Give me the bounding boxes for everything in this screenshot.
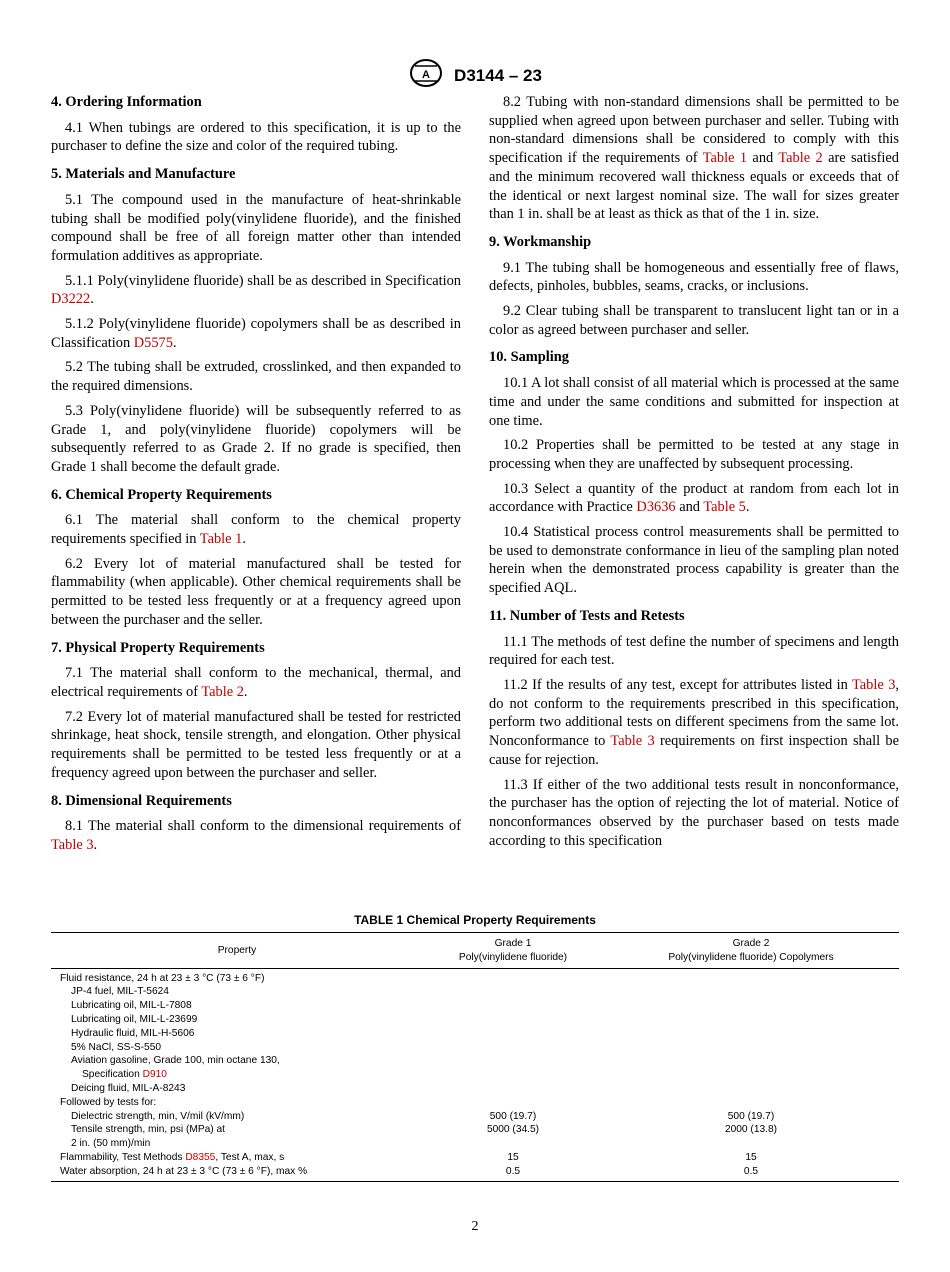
text-run: 10.2 Properties shall be permitted to be tested at any stage in processing when they are unaffected by subsequent processing. (489, 437, 899, 472)
section-heading: 9. Workmanship (489, 233, 592, 250)
table-header-row (51, 933, 899, 969)
paragraph (51, 555, 461, 630)
table-row (51, 1137, 899, 1151)
grade2-value (603, 1013, 899, 1027)
grade1-value (423, 1068, 603, 1082)
table-row (51, 1027, 899, 1041)
paragraph (489, 480, 899, 517)
grade1-value (423, 968, 603, 985)
section (51, 93, 461, 156)
text-run: Deicing fluid, MIL-A-8243 (71, 1082, 186, 1094)
paragraph (51, 191, 461, 266)
paragraph (489, 436, 899, 473)
reference-link[interactable]: Table 3 (51, 836, 94, 853)
text-run: , do not conform to the requirements prescribed in this specification, perform two additional tests on different specimens from the same lot. Nonconformance to (489, 676, 899, 750)
table-row (51, 1096, 899, 1110)
paragraph (489, 523, 899, 598)
property-cell (51, 999, 423, 1013)
paragraph (489, 302, 899, 339)
property-cell (51, 1054, 423, 1068)
section-heading: 10. Sampling (489, 349, 569, 366)
grade1-value (423, 1027, 603, 1041)
grade1-value (423, 1096, 603, 1110)
grade1-value: 0.5 (423, 1165, 603, 1181)
right-column (489, 93, 899, 859)
table-row (51, 1123, 899, 1137)
grade1-value (423, 985, 603, 999)
text-run: requirements on first inspection shall be cause for rejection. (489, 733, 899, 768)
text-run: 6.2 Every lot of material manufactured shall be tested for flammability (when applicable). Other chemical requirements shall be permitted to be tested less frequently or at a frequency agreed upon between the purchaser and the seller. (51, 555, 461, 628)
text-run: 5.3 Poly(vinylidene fluoride) will be subsequently referred to as Grade 1, and poly(vinylidene fluoride) copolymers will be subsequently referred to as Grade 2. If no grade is specified, then Grade 1 shall become the default grade. (51, 402, 461, 475)
property-cell (51, 1137, 423, 1151)
property-cell (51, 1041, 423, 1055)
grade2-value: 15 (745, 1151, 757, 1163)
grade1-value (423, 999, 603, 1013)
section-heading: 5. Materials and Manufacture (51, 166, 236, 183)
grade1-value: 500 (19.7) (489, 1110, 537, 1122)
text-run: Lubricating oil, MIL-L-7808 (71, 1000, 192, 1012)
table-row (51, 968, 899, 985)
text-run: 7.2 Every lot of material manufactured shall be tested for restricted shrinkage, heat shock, tensile strength, and elongation. Other physical requirements shall be permitted to be tested less frequently or at a frequency agreed upon between the purchaser and seller. (51, 708, 461, 781)
property-cell (51, 1082, 423, 1096)
section (489, 348, 899, 597)
text-run: Followed by tests for: (60, 1096, 157, 1108)
grade1-value: 15 (507, 1151, 519, 1163)
text-run: are satisfied and the minimum recovered wall thickness equals or exceeds that of the identical or next largest nominal size. The wall for sizes greater than 1 in. shall be at least as thick as that of the 1 in. size. (489, 150, 900, 223)
paragraph (51, 511, 461, 548)
section (51, 792, 461, 855)
table-row (51, 1041, 899, 1055)
text-run: 7.1 The material shall conform to the mechanical, thermal, and electrical requirements of (51, 665, 461, 700)
section (51, 639, 461, 783)
text-run: Hydraulic fluid, MIL-H-5606 (71, 1027, 195, 1039)
section (489, 607, 899, 850)
text-run: 6.1 The material shall conform to the chemical property requirements specified in (51, 512, 461, 548)
text-run: Aviation gasoline, Grade 100, min octane 130, (71, 1055, 280, 1067)
grade2-value (603, 1027, 899, 1041)
section (51, 486, 461, 630)
table-row (51, 985, 899, 999)
reference-link[interactable]: D3636 (636, 499, 676, 516)
text-run: Lubricating oil, MIL-L-23699 (71, 1013, 198, 1025)
text-run: 9.1 The tubing shall be homogeneous and essentially free of flaws, defects, pinholes, bubbles, seams, cracks, or inclusions. (489, 259, 899, 295)
reference-link[interactable]: Table 3 (610, 733, 655, 750)
property-cell (51, 1027, 423, 1041)
text-run: Fluid resistance, 24 h at 23 ± 3 °C (73 ± 6 °F) (60, 972, 265, 984)
reference-link[interactable]: Table 1 (702, 150, 748, 167)
text-run: 8.2 Tubing with non-standard dimensions shall be permitted to be supplied when agreed upon between purchaser and seller. Tubing with non-standard dimensions shall be considered to comply with this specification if the requirements of (489, 94, 899, 167)
paragraph (489, 633, 899, 670)
grade2-value (603, 1082, 899, 1096)
text-run: 8.1 The material shall conform to the dimensional requirements of (65, 818, 461, 835)
paragraph (51, 272, 461, 309)
text-run: , Test A, max, s (215, 1151, 285, 1163)
page-header (0, 58, 950, 93)
paragraph (489, 676, 899, 770)
table-row (51, 1054, 899, 1068)
grade1-value (423, 1013, 603, 1027)
text-run: 11.2 If the results of any test, except for attributes listed in (503, 676, 852, 693)
property-cell (51, 968, 423, 985)
table-row (51, 1151, 899, 1165)
text-run: 11.3 If either of the two additional tests result in nonconformance, the purchaser has the option of rejecting the lot of material. Notice of nonconformances observed by the purchaser based on tests made according to this specification (489, 776, 899, 849)
reference-link[interactable]: D3222 (51, 291, 91, 308)
property-cell (51, 985, 423, 999)
paragraph (51, 358, 461, 395)
text-run: . (242, 531, 246, 548)
text-run: Dielectric strength, min, V/mil (kV/mm) (71, 1110, 245, 1122)
text-run: . (243, 683, 248, 700)
header-grade2: Grade 2 Poly(vinylidene fluoride) Copolymers (603, 933, 899, 969)
table-row (51, 1082, 899, 1096)
grade2-value (603, 1054, 899, 1068)
text-run: and (675, 499, 704, 516)
section-heading: 7. Physical Property Requirements (51, 639, 265, 656)
text-run: 11.1 The methods of test define the number of specimens and length required for each test. (489, 633, 899, 669)
paragraph (489, 776, 899, 851)
text-run: Water absorption, 24 h at 23 ± 3 °C (73 ± 6 °F), max % (60, 1165, 308, 1177)
grade1-value: 5000 (34.5) (486, 1124, 540, 1136)
header-property: Property (51, 933, 423, 969)
section (489, 93, 899, 224)
section-heading: 8. Dimensional Requirements (51, 792, 232, 809)
reference-link[interactable]: Table 1 (199, 531, 243, 548)
text-run: 10.4 Statistical process control measurements shall be permitted to be used to demonstrate conformance in lieu of the sampling plan noted herein when the demonstrated process capability is greater than the specified AQL. (489, 524, 899, 597)
text-run: 9.2 Clear tubing shall be transparent to translucent light tan or in a color as agreed between purchaser and seller. (489, 303, 899, 338)
reference-link[interactable]: Table 2 (778, 150, 823, 167)
text-run: Specification (82, 1069, 143, 1081)
reference-link[interactable]: D910 (142, 1069, 167, 1081)
grade2-value (603, 968, 899, 985)
table-row (51, 999, 899, 1013)
paragraph (489, 93, 899, 224)
grade1-value (423, 1041, 603, 1055)
text-run: . (745, 499, 750, 516)
reference-link[interactable]: Table 2 (201, 683, 244, 700)
section (489, 233, 899, 340)
text-run: 4.1 When tubings are ordered to this specification, it is up to the purchaser to define the size and color of the required tubing. (51, 119, 461, 155)
paragraph (51, 315, 461, 352)
reference-link[interactable]: D8355 (185, 1151, 216, 1163)
left-column (51, 93, 461, 864)
reference-link[interactable]: D5575 (133, 334, 173, 351)
section-heading: 6. Chemical Property Requirements (51, 486, 272, 503)
header-grade1: Grade 1 Poly(vinylidene fluoride) (423, 933, 603, 969)
section (51, 165, 461, 477)
table-body (51, 968, 899, 1181)
reference-link[interactable]: Table 3 (852, 676, 896, 693)
text-run: and (747, 150, 779, 167)
grade1-value (423, 1082, 603, 1096)
grade2-value (603, 1137, 899, 1151)
grade2-value (603, 1041, 899, 1055)
text-run: 5.1 The compound used in the manufacture of heat-shrinkable tubing shall be modified poly(vinylidene fluoride), and the finished compound shall be free of all foreign matter other than intended formulation additives as appropriate. (51, 191, 461, 264)
property-cell (51, 1096, 423, 1110)
paragraph (51, 119, 461, 156)
section-heading: 4. Ordering Information (51, 94, 202, 110)
grade2-value: 0.5 (603, 1165, 899, 1181)
text-run: JP-4 fuel, MIL-T-5624 (71, 986, 169, 998)
grade2-value (603, 985, 899, 999)
table-row (51, 1068, 899, 1082)
page-number: 2 (471, 1219, 479, 1234)
paragraph (489, 259, 899, 296)
text-run: Tensile strength, min, psi (MPa) at (71, 1124, 225, 1136)
property-cell (51, 1123, 423, 1137)
text-run: Flammability, Test Methods (60, 1151, 186, 1163)
property-cell (51, 1013, 423, 1027)
chemical-property-table (51, 932, 899, 1182)
paragraph (51, 664, 461, 701)
table-row (51, 1165, 899, 1181)
table-row (51, 1110, 899, 1124)
astm-logo-icon (408, 58, 444, 93)
grade2-value (603, 999, 899, 1013)
text-run: . (90, 291, 94, 308)
grade2-value (603, 1096, 899, 1110)
grade2-value: 500 (19.7) (727, 1110, 775, 1122)
grade2-value (603, 1068, 899, 1082)
text-run: 5.1.2 Poly(vinylidene fluoride) copolymers shall be as described in Classification (51, 316, 461, 351)
table-title: TABLE 1 Chemical Property Requirements (354, 913, 596, 927)
paragraph (51, 708, 461, 783)
reference-link[interactable]: Table 5 (703, 499, 746, 516)
svg-text:A: A (422, 69, 431, 81)
grade2-value: 2000 (13.8) (724, 1124, 778, 1136)
property-cell (51, 1165, 423, 1181)
property-cell (51, 1151, 423, 1165)
text-run: 2 in. (50 mm)/min (71, 1138, 151, 1150)
property-cell (51, 1110, 423, 1124)
text-run: . (172, 334, 177, 351)
paragraph (51, 402, 461, 477)
paragraph (51, 817, 461, 854)
standard-designation: D3144 – 23 (454, 65, 542, 85)
grade1-value (423, 1054, 603, 1068)
table-row (51, 1013, 899, 1027)
text-run: 5.2 The tubing shall be extruded, crosslinked, and then expanded to the required dimensions. (51, 359, 461, 395)
text-run: 5.1.1 Poly(vinylidene fluoride) shall be as described in Specification (65, 272, 461, 289)
text-run: 10.3 Select a quantity of the product at random from each lot in accordance with Practice (489, 480, 899, 516)
text-run: 10.1 A lot shall consist of all material which is processed at the same time and under the same conditions and submitted for inspection at one time. (489, 375, 899, 429)
text-run: . (93, 836, 98, 853)
property-cell (51, 1068, 423, 1082)
paragraph (489, 374, 899, 430)
section-heading: 11. Number of Tests and Retests (489, 607, 685, 624)
text-run: 5% NaCl, SS-S-550 (71, 1041, 162, 1053)
grade1-value (423, 1137, 603, 1151)
